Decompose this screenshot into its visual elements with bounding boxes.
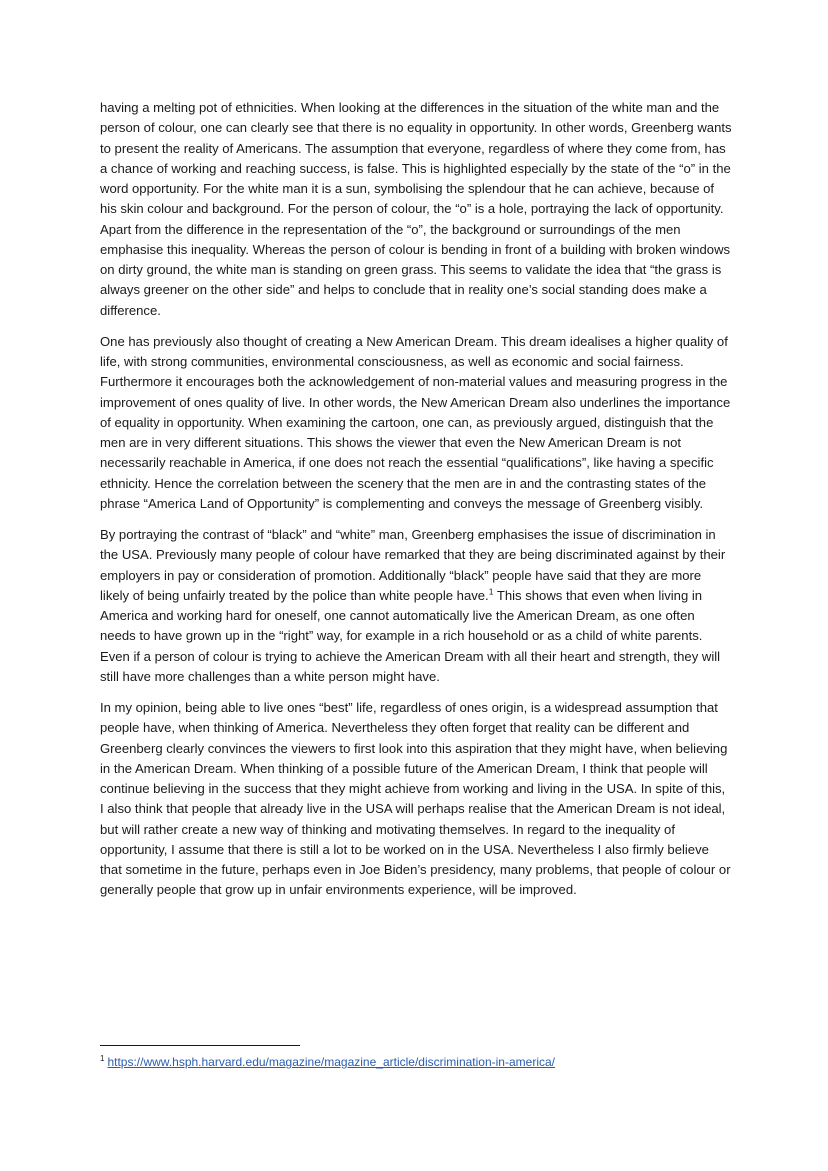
footnote-separator: [100, 1045, 300, 1046]
document-body: [100, 98, 732, 912]
paragraph-2: One has previously also thought of creating a New American Dream. This dream idealises a higher quality of life, with strong communities, environmental consciousness, as well as economic and social fairness. Furthermore it encourages both the acknowledgement of non-material values and measuring progress in the improvement of ones quality of live. In other words, the New American Dream also underlines the importance of equality in opportunity. When examining the cartoon, one can, as previously argued, distinguish that the men are in very different situations. This shows the viewer that even the New American Dream is not necessarily reachable in America, if one does not reach the essential “qualifications”, like having a specific ethnicity. Hence the correlation between the scenery that the men are in and the contrasting states of the phrase “America Land of Opportunity” is complementing and conveys the message of Greenberg visibly.: [100, 333, 731, 511]
footnote: [100, 1053, 555, 1071]
paragraph-4: In my opinion, being able to live ones “best” life, regardless of ones origin, is a widespread assumption that people have, when thinking of America. Nevertheless they often forget that reality can be different and Greenberg clearly convinces the viewers to first look into this aspiration that they might have, when believing in the American Dream. When thinking of a possible future of the American Dream, I think that people will continue believing in the success that they might achieve from working and living in the USA. In spite of this, I also think that people that already live in the USA will perhaps realise that the American Dream is not ideal, but will rather create a new way of thinking and motivating themselves. In regard to the inequality of opportunity, I assume that there is still a lot to be worked on in the USA. Nevertheless I also firmly believe that sometime in the future, perhaps even in Joe Biden’s presidency, many problems, that people of colour or generally people that grow up in unfair environments experience, will be improved.: [100, 700, 731, 898]
paragraph-3-text-after: This shows that even when living in America and working hard for oneself, one cannot automatically live the American Dream, as one often needs to have grown up in the “right” way, for example in a rich household or as a child of white parents. Even if a person of colour is trying to achieve the American Dream with all their heart and strength, they will still have more challenges than a white person might have.: [100, 587, 721, 684]
paragraph-1: having a melting pot of ethnicities. When looking at the differences in the situation of the white man and the person of colour, one can clearly see that there is no equality in opportunity. In other words, Greenberg wants to present the reality of Americans. The assumption that everyone, regardless of where they come from, has a chance of working and reaching success, is false. This is highlighted especially by the state of the “o” in the word opportunity. For the white man it is a sun, symbolising the splendour that he can achieve, because of his skin colour and background. For the person of colour, the “o” is a hole, portraying the lack of opportunity. Apart from the difference in the representation of the “o”, the background or surroundings of the men emphasise this inequality. Whereas the person of colour is bending in front of a building with broken windows on dirty ground, the white man is standing on green grass. This seems to validate the idea that “the grass is always greener on the other side” and helps to conclude that in reality one’s social standing does make a difference.: [100, 100, 732, 318]
footnote-number: 1: [100, 1054, 105, 1063]
paragraph-3: [100, 525, 732, 687]
footnote-reference[interactable]: 1: [488, 586, 494, 597]
paragraph-3-text-before: By portraying the contrast of “black” and “white” man, Greenberg emphasises the issue of discrimination in the USA. Previously many people of colour have remarked that they are being discriminated against by their employers in pay or consideration of promotion. Additionally “black” people have said that they are more likely of being unfairly treated by the police than white people have.: [100, 527, 726, 603]
footnote-link[interactable]: https://www.hsph.harvard.edu/magazine/magazine_article/discrimination-in-america/: [107, 1055, 555, 1069]
